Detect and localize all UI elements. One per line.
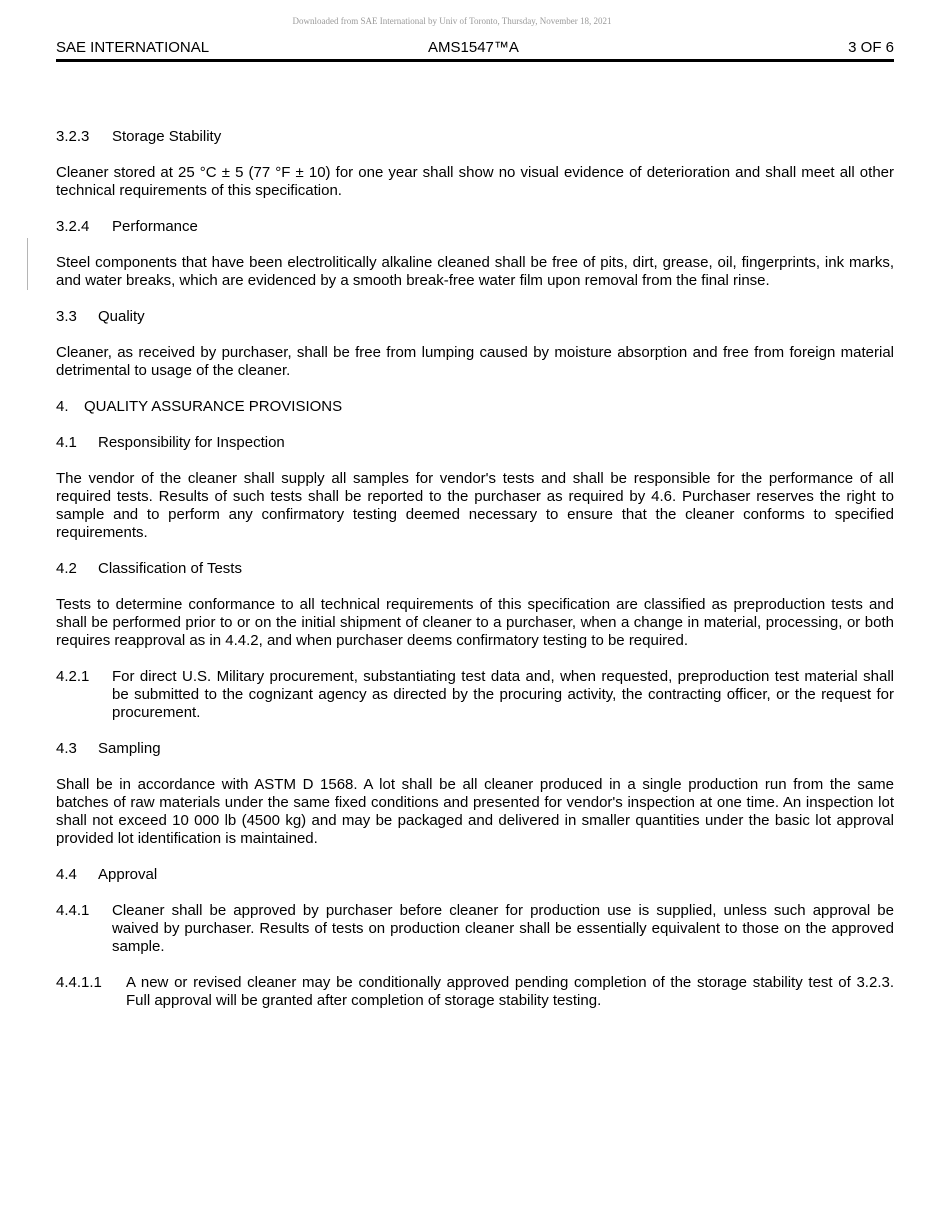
paragraph-3-2-3: Cleaner stored at 25 °C ± 5 (77 °F ± 10) for one year shall show no visual evidence of deterioration and shall meet all other technical requirements of this specification. bbox=[56, 164, 894, 199]
clause-text: Cleaner shall be approved by purchaser before cleaner for production use is supplied, unless such approval be waived by purchaser. Results of tests on production cleaner shall be essentially equivalent to those on the approved sample. bbox=[112, 902, 894, 955]
paragraph-4-3: Shall be in accordance with ASTM D 1568. A lot shall be all cleaner produced in a single production run from the same batches of raw materials under the same fixed conditions and presented for vendor's inspection at one time. An inspection lot shall not exceed 10 000 lb (4500 kg) and may be packaged and delivered in smaller quantities under the basic lot approval provided lot identification is maintained. bbox=[56, 776, 894, 847]
heading-3-2-3 bbox=[56, 128, 894, 146]
section-title: Sampling bbox=[98, 740, 161, 757]
section-title: Performance bbox=[112, 218, 198, 235]
clause-text: A new or revised cleaner may be conditionally approved pending completion of the storage stability test of 3.2.3. Full approval will be granted after completion of storage stability testing. bbox=[126, 974, 894, 1009]
section-number: 4.4.1 bbox=[56, 902, 90, 919]
change-bar bbox=[27, 238, 28, 290]
paragraph-3-3: Cleaner, as received by purchaser, shall be free from lumping caused by moisture absorption and free from foreign material detrimental to usage of the cleaner. bbox=[56, 344, 894, 379]
page-header bbox=[56, 39, 894, 57]
header-rule bbox=[56, 59, 894, 62]
section-number: 4.1 bbox=[56, 434, 77, 451]
heading-4-1 bbox=[56, 434, 894, 452]
section-number: 4.2.1 bbox=[56, 668, 90, 685]
section-title: Approval bbox=[98, 866, 158, 883]
section-number: 3.2.4 bbox=[56, 218, 90, 235]
heading-4-2 bbox=[56, 560, 894, 578]
clause-text: For direct U.S. Military procurement, substantiating test data and, when requested, preproduction test material shall be submitted to the cognizant agency as directed by the procuring activity, the contracting officer, or the request for procurement. bbox=[112, 668, 894, 721]
section-number: 3.2.3 bbox=[56, 128, 90, 145]
paragraph-4-2: Tests to determine conformance to all technical requirements of this specification are classified as preproduction tests and shall be performed prior to or on the initial shipment of cleaner to a purchaser, when a change in material, processing, or both requires reapproval as in 4.4.2, and when purchaser deems confirmatory testing to be required. bbox=[56, 596, 894, 649]
section-title: Storage Stability bbox=[112, 128, 222, 145]
heading-4-3 bbox=[56, 740, 894, 758]
section-title: Quality bbox=[98, 308, 145, 325]
clause-4-4-1-1 bbox=[56, 974, 894, 1010]
section-number: 4.4.1.1 bbox=[56, 974, 102, 991]
section-number: 4. bbox=[56, 398, 69, 415]
heading-3-2-4 bbox=[56, 218, 894, 236]
section-number: 3.3 bbox=[56, 308, 77, 325]
paragraph-3-2-4: Steel components that have been electrolitically alkaline cleaned shall be free of pits, dirt, grease, oil, fingerprints, ink marks, and water breaks, which are evidenced by a smooth break-free water film upon removal from the final rinse. bbox=[56, 254, 894, 289]
section-title: QUALITY ASSURANCE PROVISIONS bbox=[84, 398, 343, 415]
section-number: 4.3 bbox=[56, 740, 77, 757]
clause-4-4-1 bbox=[56, 902, 894, 956]
heading-4-4 bbox=[56, 866, 894, 884]
section-number: 4.4 bbox=[56, 866, 77, 883]
header-doc-id: AMS1547™A bbox=[428, 39, 519, 56]
section-number: 4.2 bbox=[56, 560, 77, 577]
header-org: SAE INTERNATIONAL bbox=[56, 39, 210, 56]
heading-3-3 bbox=[56, 308, 894, 326]
clause-4-2-1 bbox=[56, 668, 894, 722]
document-body bbox=[56, 128, 894, 1028]
download-watermark: Downloaded from SAE International by Univ of Toronto, Thursday, November 18, 2021 bbox=[292, 16, 612, 26]
paragraph-4-1: The vendor of the cleaner shall supply all samples for vendor's tests and shall be responsible for the performance of all required tests. Results of such tests shall be reported to the purchaser as required by 4.6. Purchaser reserves the right to sample and to perform any confirmatory testing deemed necessary to ensure that the cleaner conforms to specified requirements. bbox=[56, 470, 894, 541]
header-page-number: 3 OF 6 bbox=[848, 39, 894, 56]
section-title: Responsibility for Inspection bbox=[98, 434, 285, 451]
heading-4 bbox=[56, 398, 894, 416]
section-title: Classification of Tests bbox=[98, 560, 242, 577]
